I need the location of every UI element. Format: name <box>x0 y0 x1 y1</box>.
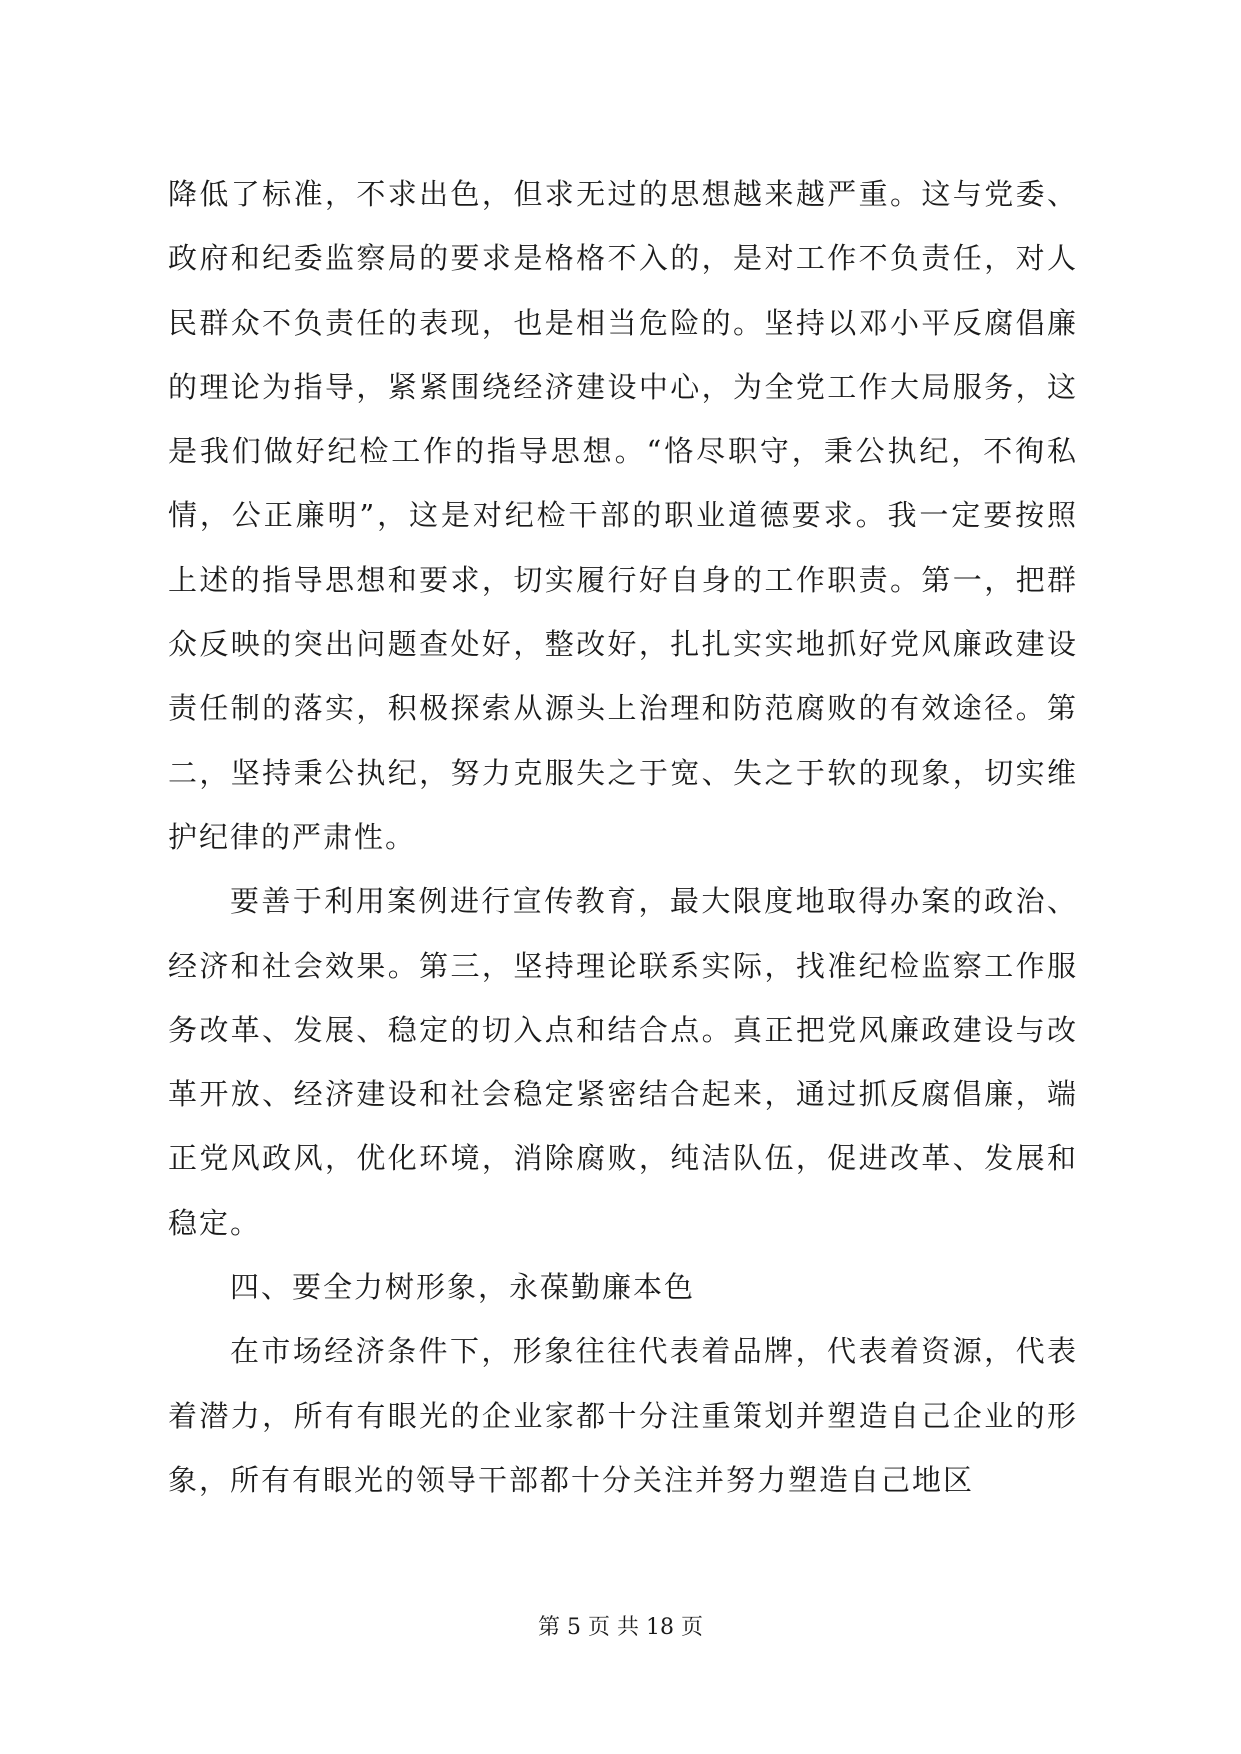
paragraph-image: 在市场经济条件下，形象往往代表着品牌，代表着资源，代表着潜力，所有有眼光的企业家都十分注重策划并塑造自己企业的形象，所有有眼光的领导干部都十分关注并努力塑造自己地区 <box>168 1334 1078 1497</box>
section-heading: 四、要全力树形象，永葆勤廉本色 <box>230 1270 696 1305</box>
page-number-footer: 第 5 页 共 18 页 <box>538 1615 703 1640</box>
paragraph-continuation: 降低了标准，不求出色，但求无过的思想越来越严重。这与党委、政府和纪委监察局的要求是格格不入的，是对工作不负责任，对人民群众不负责任的表现，也是相当危险的。坚持以邓小平反腐倡廉的理论为指导，紧紧围绕经济建设中心，为全党工作大局服务，这是我们做好纪检工作的指导思想。“恪尽职守，秉公执纪，不徇私情，公正廉明”，这是对纪检干部的职业道德要求。我一定要按照上述的指导思想和要求，切实履行好自身的工作职责。第一，把群众反映的突出问题查处好，整改好，扎扎实实地抓好党风廉政建设责任制的落实，积极探索从源头上治理和防范腐败的有效途径。第二，坚持秉公执纪，努力克服失之于宽、失之于软的现象，切实维护纪律的严肃性。 <box>168 177 1078 854</box>
paragraph-case-education: 要善于利用案例进行宣传教育，最大限度地取得办案的政治、经济和社会效果。第三，坚持理论联系实际，找准纪检监察工作服务改革、发展、稳定的切入点和结合点。真正把党风廉政建设与改革开放、经济建设和社会稳定紧密结合起来，通过抓反腐倡廉，端正党风政风，优化环境，消除腐败，纯洁队伍，促进改革、发展和稳定。 <box>168 884 1078 1240</box>
document-body <box>168 162 1078 1512</box>
